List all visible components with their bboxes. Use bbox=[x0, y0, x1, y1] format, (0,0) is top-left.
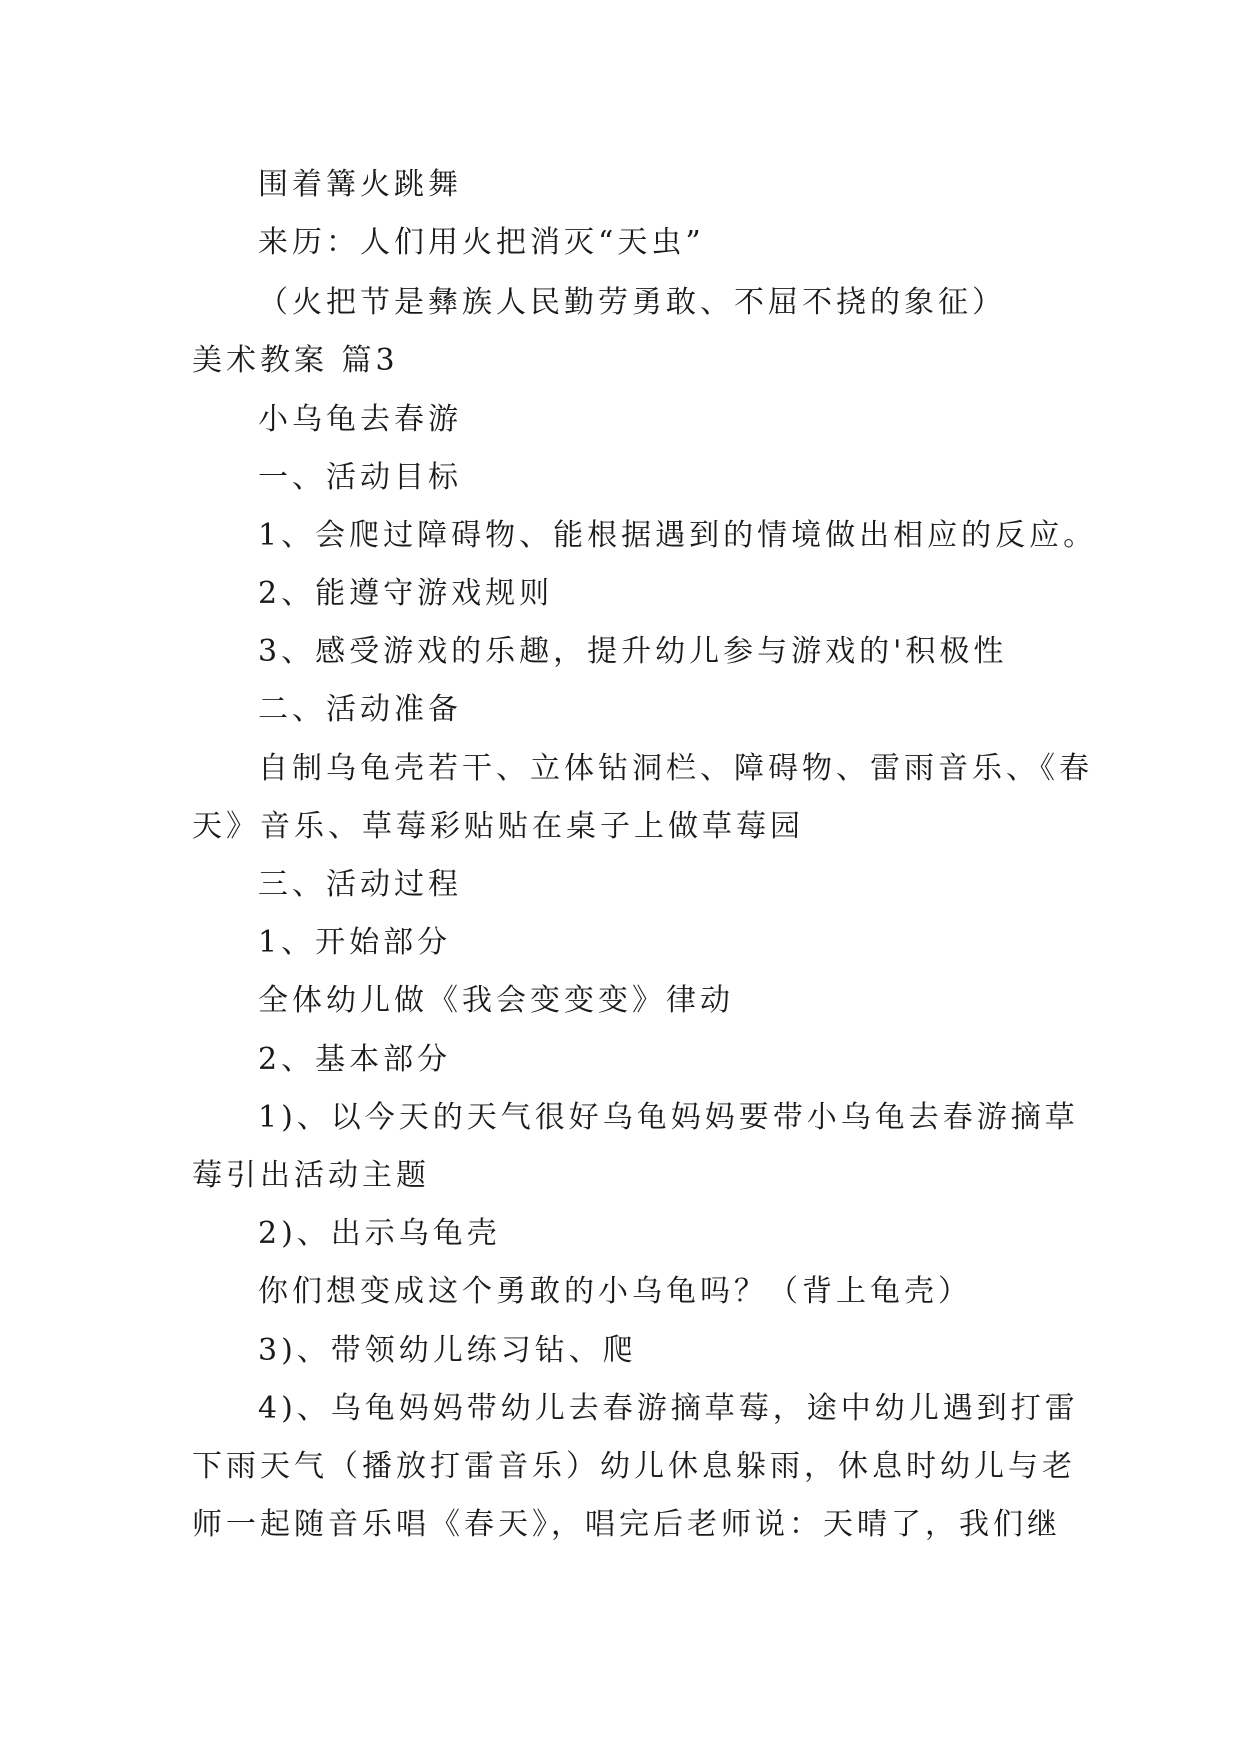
text-line: 师一起随音乐唱《春天》，唱完后老师说：天晴了，我们继 bbox=[192, 1507, 1061, 1542]
text-line: 2)、出示乌龟壳 bbox=[258, 1216, 501, 1251]
text-line: 莓引出活动主题 bbox=[192, 1158, 430, 1193]
text-line: （火把节是彝族人民勤劳勇敢、不屈不挠的象征） bbox=[258, 285, 1006, 320]
text-line: 二、活动准备 bbox=[258, 692, 462, 727]
text-line: 三、活动过程 bbox=[258, 867, 462, 902]
text-line: 一、活动目标 bbox=[258, 460, 462, 495]
text-line: 1、开始部分 bbox=[258, 925, 452, 960]
text-line: 全体幼儿做《我会变变变》律动 bbox=[258, 983, 734, 1018]
text-line: 下雨天气（播放打雷音乐）幼儿休息躲雨，休息时幼儿与老 bbox=[192, 1449, 1076, 1484]
text-line: 2、基本部分 bbox=[258, 1042, 452, 1077]
text-line: 4)、乌龟妈妈带幼儿去春游摘草莓，途中幼儿遇到打雷 bbox=[258, 1391, 1079, 1426]
text-line: 1)、以今天的天气很好乌龟妈妈要带小乌龟去春游摘草 bbox=[258, 1100, 1079, 1135]
text-line: 1、会爬过障碍物、能根据遇到的情境做出相应的反应。 bbox=[258, 518, 1098, 553]
text-line: 自制乌龟壳若干、立体钻洞栏、障碍物、雷雨音乐、《春 bbox=[258, 751, 1093, 786]
text-line: 2、能遵守游戏规则 bbox=[258, 576, 554, 611]
text-line: 3、感受游戏的乐趣，提升幼儿参与游戏的'积极性 bbox=[258, 634, 1008, 669]
text-line: 围着篝火跳舞 bbox=[258, 167, 462, 202]
text-line: 3)、带领幼儿练习钻、爬 bbox=[258, 1333, 637, 1368]
text-line: 来历：人们用火把消灭“天虫” bbox=[258, 225, 705, 260]
lesson-title: 小乌龟去春游 bbox=[258, 402, 462, 437]
text-line: 你们想变成这个勇敢的小乌龟吗？（背上龟壳） bbox=[258, 1274, 972, 1309]
text-line: 天》音乐、草莓彩贴贴在桌子上做草莓园 bbox=[192, 809, 804, 844]
section-heading: 美术教案 篇3 bbox=[192, 343, 399, 378]
